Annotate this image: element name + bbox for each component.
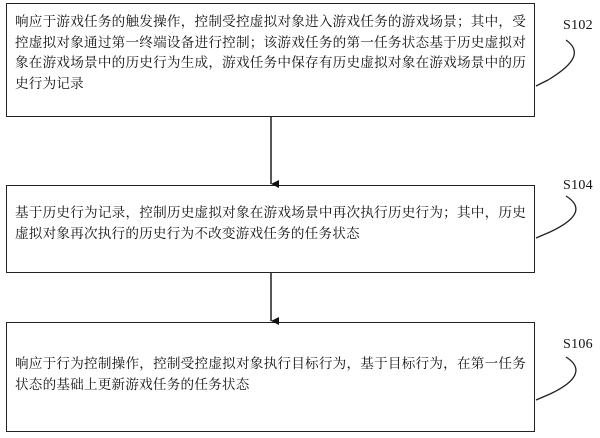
step-text-s102: 响应于游戏任务的触发操作，控制受控虚拟对象进入游戏任务的游戏场景；其中，受控虚拟对象通过第一终端设备进行控制；该游戏任务的第一任务状态基于历史虚拟对象在游戏场景中的历史行为生成，游戏任务中保存有历史虚拟对象在游戏场景中的历史行为记录 <box>15 14 526 92</box>
step-label-s106: S106 <box>563 337 593 352</box>
step-label-s102: S102 <box>563 18 593 33</box>
leader-line-s102 <box>536 40 574 86</box>
leader-line-s104 <box>536 196 576 238</box>
leader-line-s106 <box>536 357 576 400</box>
step-text-s106: 响应于行为控制操作，控制受控虚拟对象执行目标行为，基于目标行为，在第一任务状态的基础上更新游戏任务的任务状态 <box>15 356 526 393</box>
step-label-s104: S104 <box>563 178 593 193</box>
step-box-s104 <box>6 185 535 273</box>
step-box-s106 <box>6 322 535 432</box>
step-box-s102 <box>6 3 535 117</box>
step-text-s104: 基于历史行为记录，控制历史虚拟对象在游戏场景中再次执行历史行为；其中，历史虚拟对象再次执行的历史行为不改变游戏任务的任务状态 <box>15 205 526 242</box>
